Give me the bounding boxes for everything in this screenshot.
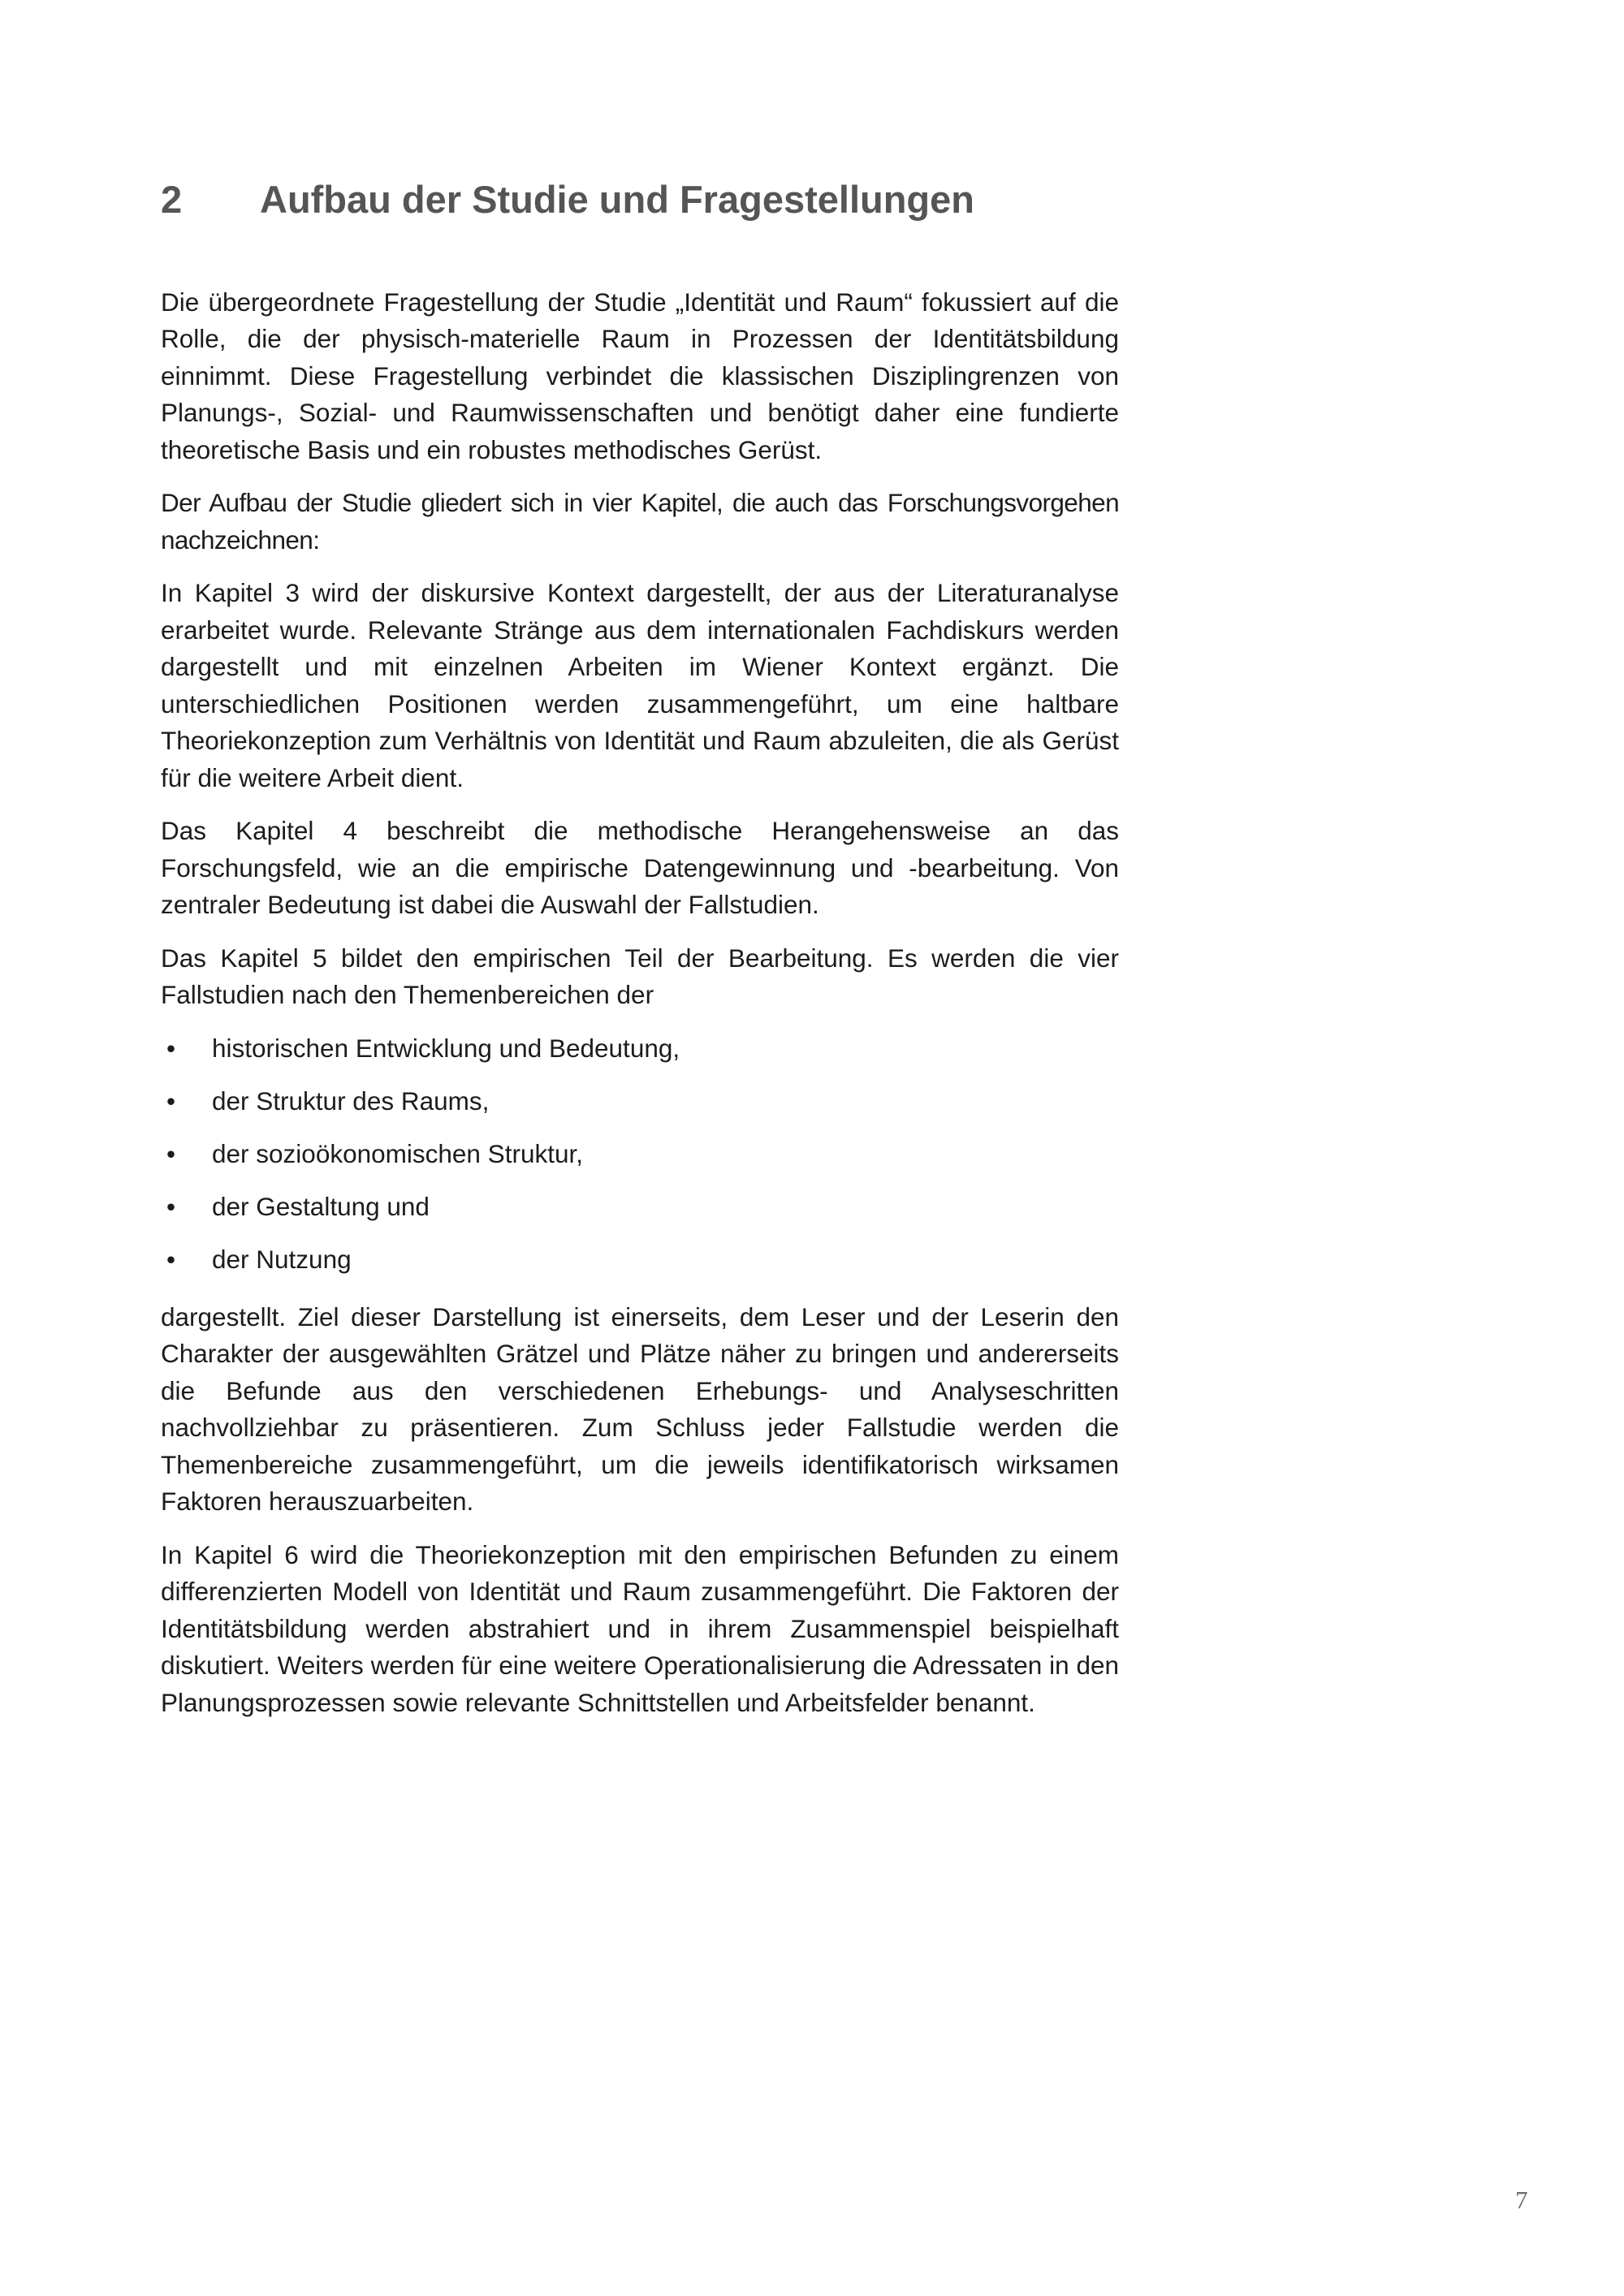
- bullet-item: [161, 1189, 1119, 1241]
- bullet-icon: •: [166, 1191, 176, 1221]
- page-number: 7: [1515, 2186, 1528, 2214]
- paragraph-chapter-6: In Kapitel 6 wird die Theoriekonzeption mit den empirischen Befunden zu einem differenzierten Modell von Identität und Raum zusammengeführt. Die Faktoren der Identitätsbildung werden abstrahiert und in ihrem Zusammenspiel beispielhaft diskutiert. Weiters werden für eine weitere Operationalisierung die Adressaten in den Planungsprozessen sowie relevante Schnittstellen und Arbeitsfelder benannt.: [161, 1539, 1119, 1717]
- paragraph-structure: Der Aufbau der Studie gliedert sich in vier Kapitel, die auch das Forschungsvorgehen nachzeichnen:: [161, 488, 1119, 555]
- bullet-text: der Nutzung: [212, 1244, 352, 1274]
- bullet-item: [161, 1241, 1119, 1294]
- paragraph-chapter-4: Das Kapitel 4 beschreibt die methodische Herangehensweise an das Forschungsfeld, wie an die empirische Datengewinnung und -bearbeitung. Von zentraler Bedeutung ist dabei die Auswahl der Fallstudien.: [161, 816, 1119, 920]
- bullet-icon: •: [166, 1085, 176, 1116]
- paragraph-intro: Die übergeordnete Fragestellung der Studie „Identität und Raum“ fokussiert auf die Rolle, die der physisch-materielle Raum in Prozessen der Identitätsbildung einnimmt. Diese Fragestellung verbindet die klassischen Disziplingrenzen von Planungs-, Sozial- und Raumwissenschaften und benötigt daher eine fundierte theoretische Basis und ein robustes methodisches Gerüst.: [161, 287, 1119, 464]
- bullet-text: der Struktur des Raums,: [212, 1085, 490, 1116]
- paragraph-chapter-3: In Kapitel 3 wird der diskursive Kontext dargestellt, der aus der Literaturanalyse erarbeitet wurde. Relevante Stränge aus dem internationalen Fachdiskurs werden dargestellt und mit einzelnen Arbeiten im Wiener Kontext ergänzt. Die unterschiedlichen Positionen werden zusammengeführt, um eine haltbare Theoriekonzeption zum Verhältnis von Identität und Raum abzuleiten, die als Gerüst für die weitere Arbeit dient.: [161, 578, 1119, 792]
- bullet-item: [161, 1083, 1119, 1136]
- bullet-item: [161, 1136, 1119, 1189]
- topic-bullet-list: [161, 1030, 1119, 1294]
- chapter-number: 2: [161, 178, 183, 221]
- bullet-text: der sozioökonomischen Struktur,: [212, 1138, 583, 1168]
- bullet-icon: •: [166, 1244, 176, 1274]
- chapter-heading: [161, 179, 1119, 221]
- bullet-item: [161, 1030, 1119, 1083]
- chapter-title: Aufbau der Studie und Fragestellungen: [260, 178, 974, 221]
- bullet-text: der Gestaltung und: [212, 1191, 430, 1221]
- paragraph-presentation: dargestellt. Ziel dieser Darstellung ist einerseits, dem Leser und der Leserin den Charakter der ausgewählten Grätzel und Plätze näher zu bringen und andererseits die Befunde aus den verschiedenen Erhebungs- und Analyseschritten nachvollziehbar zu präsentieren. Zum Schluss jeder Fallstudie werden die Themenbereiche zusammengeführt, um die jeweils identifikatorisch wirksamen Faktoren herauszuarbeiten.: [161, 1301, 1119, 1517]
- page-content: [161, 179, 1119, 1737]
- bullet-icon: •: [166, 1033, 176, 1063]
- bullet-text: historischen Entwicklung und Bedeutung,: [212, 1033, 680, 1063]
- paragraph-chapter-5: Das Kapitel 5 bildet den empirischen Teil der Bearbeitung. Es werden die vier Fallstudien nach den Themenbereichen der: [161, 943, 1119, 1010]
- bullet-icon: •: [166, 1138, 176, 1168]
